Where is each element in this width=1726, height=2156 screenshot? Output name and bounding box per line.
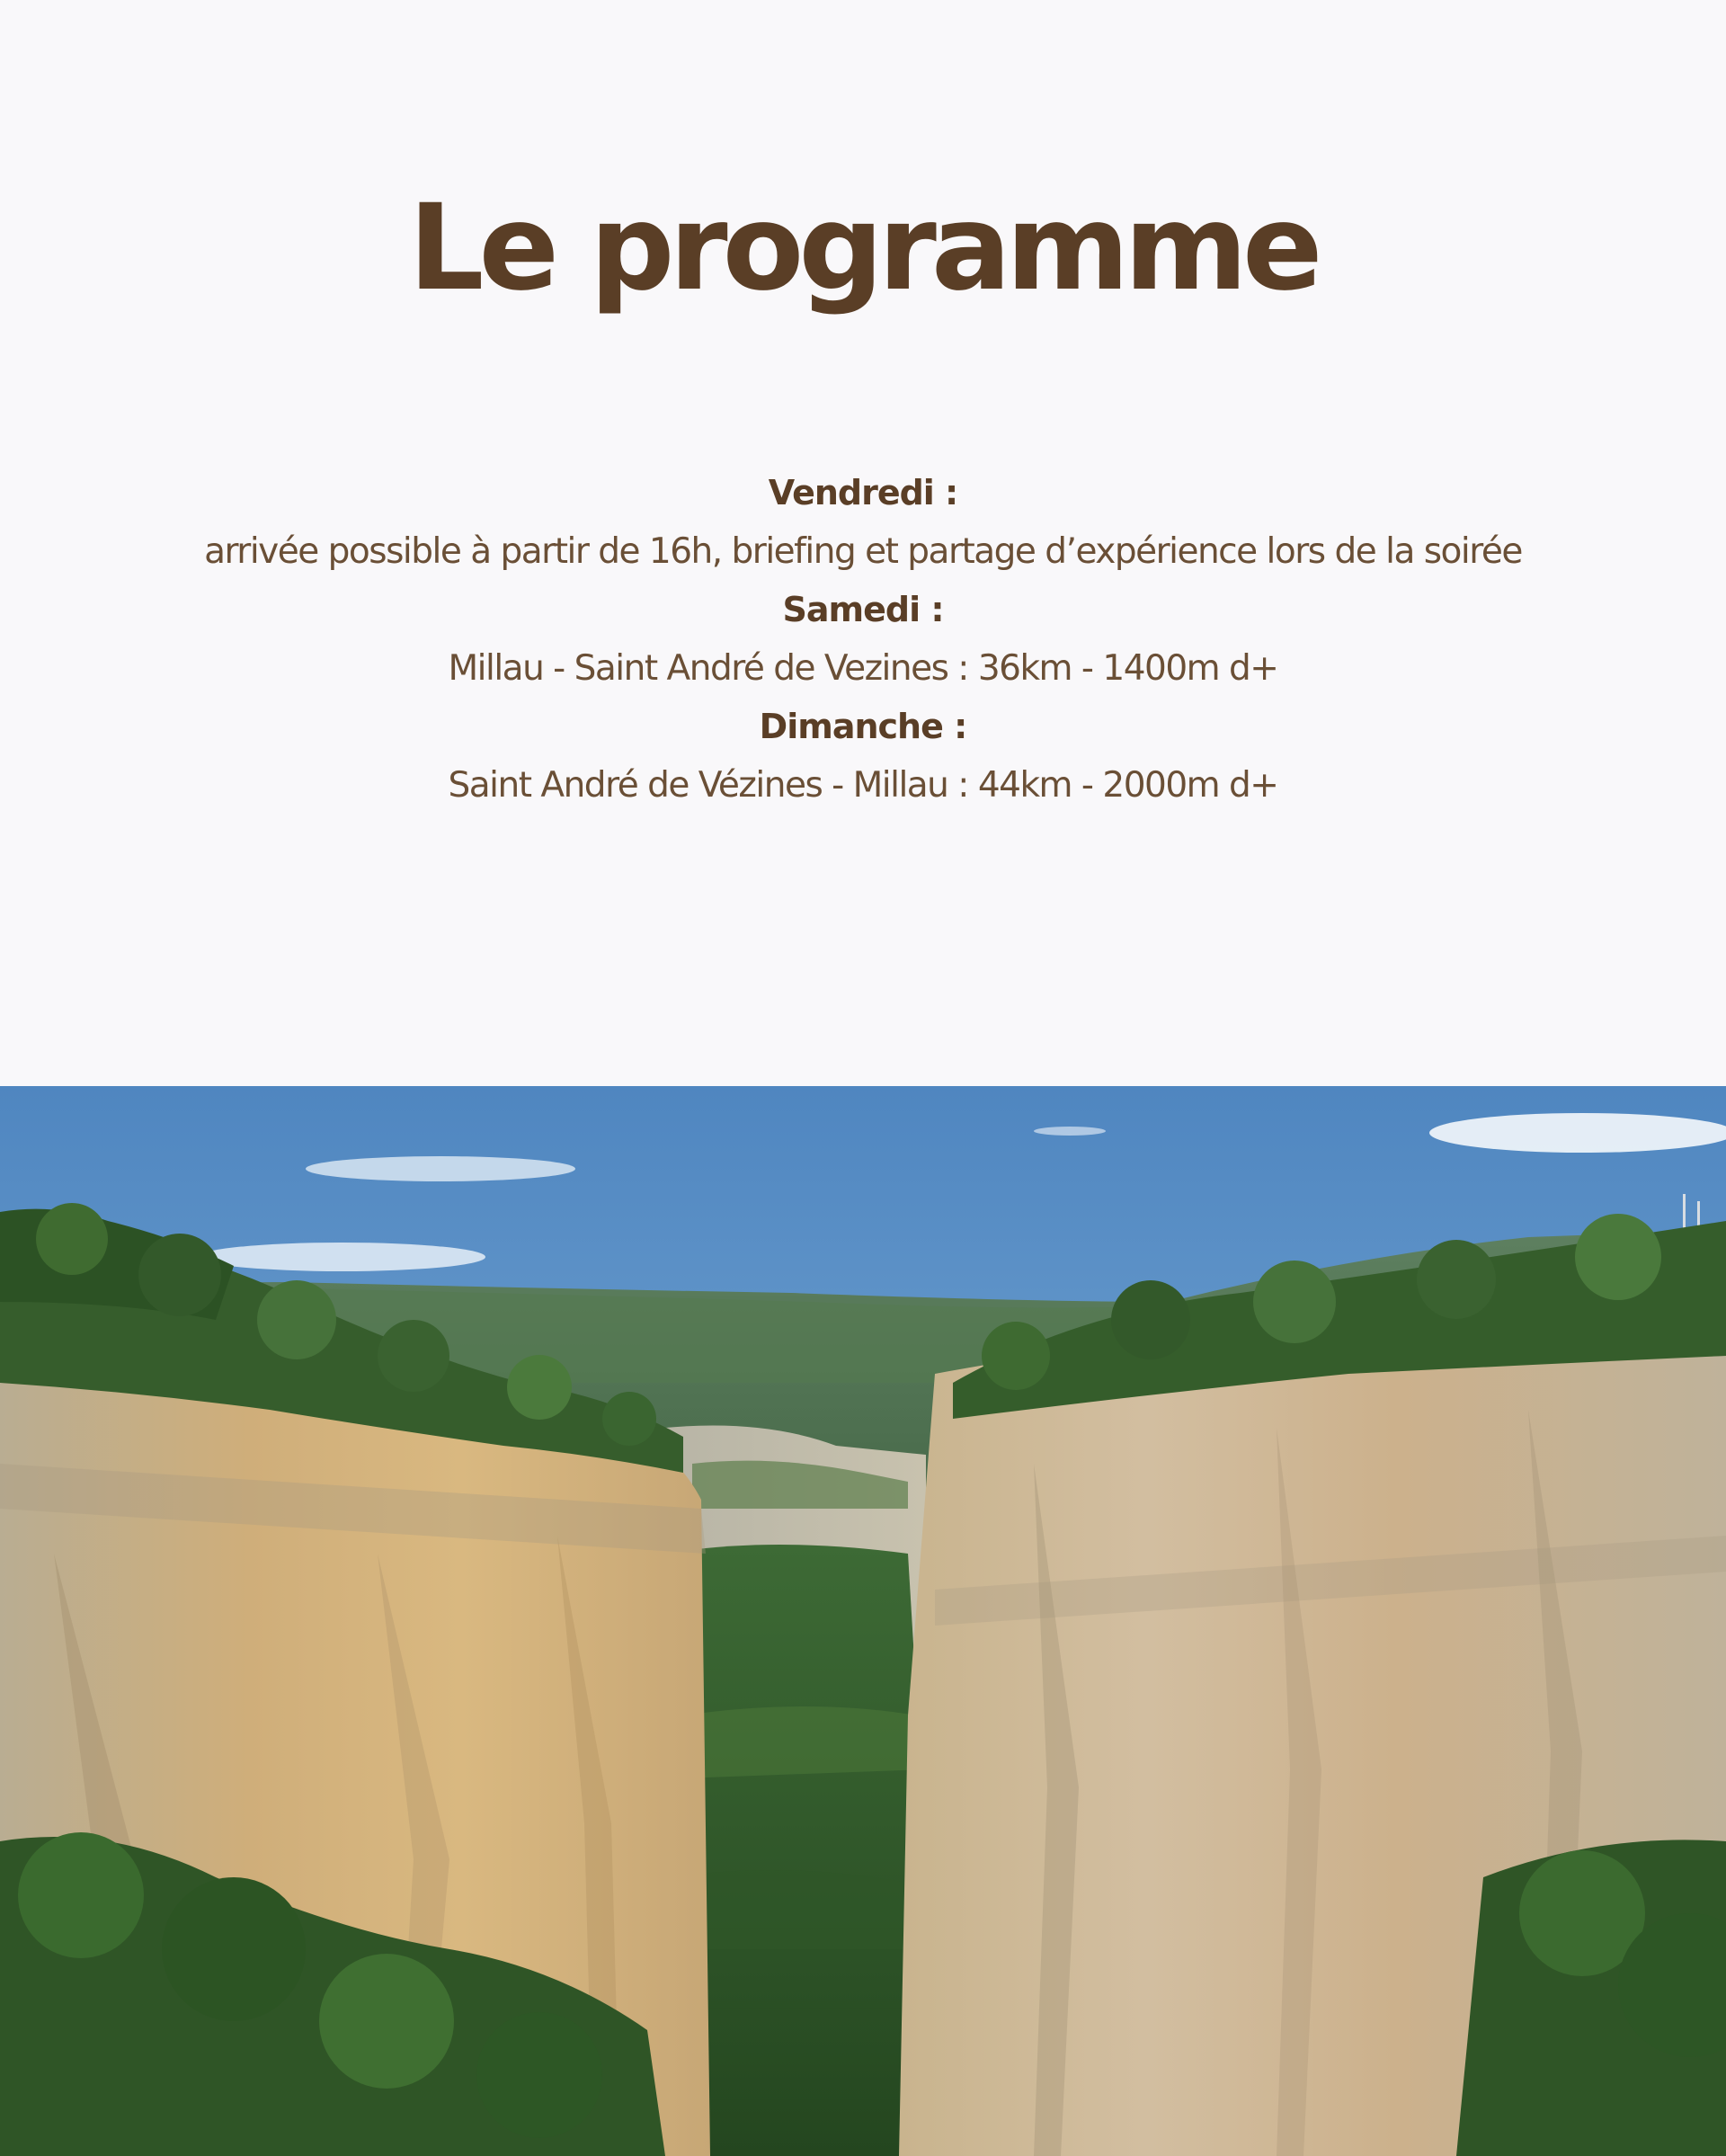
day-dimanche <box>0 698 1726 815</box>
day-vendredi <box>0 464 1726 581</box>
day-label-dimanche: Dimanche : <box>759 707 967 746</box>
day-text-dimanche: Saint André de Vézines - Millau : 44km - 2000m d+ <box>448 765 1278 806</box>
canyon-landscape-image <box>0 1086 1726 2156</box>
program-schedule <box>0 464 1726 815</box>
day-label-vendredi: Vendredi : <box>768 473 958 512</box>
day-label-samedi: Samedi : <box>782 590 944 629</box>
program-title: Le programme <box>408 179 1318 317</box>
day-text-vendredi: arrivée possible à partir de 16h, briefing et partage d’expérience lors de la soirée <box>204 531 1522 572</box>
day-text-samedi: Millau - Saint André de Vezines : 36km - 1400m d+ <box>448 648 1278 689</box>
day-samedi <box>0 581 1726 698</box>
